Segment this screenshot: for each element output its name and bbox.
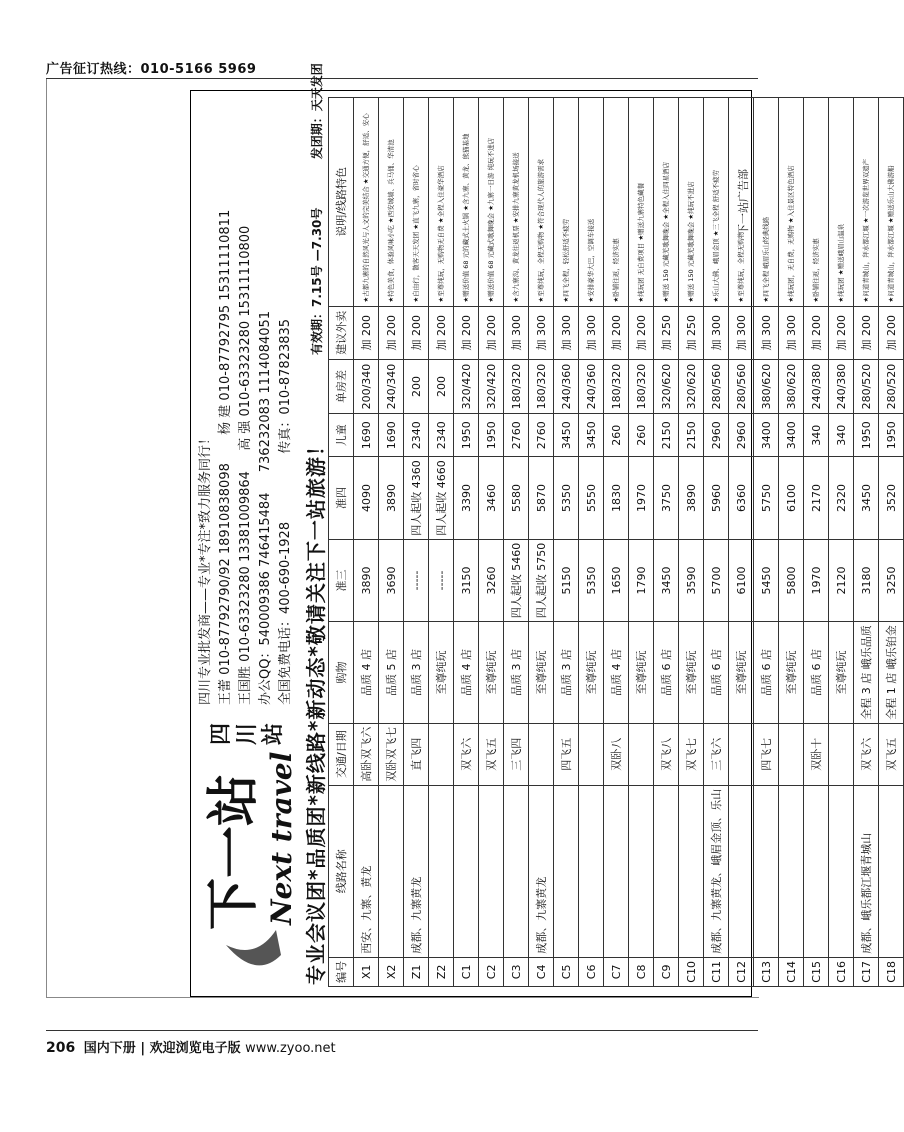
row-std3-price: ----- (404, 539, 429, 622)
row-transport-date: 四飞五 (554, 723, 579, 785)
row-shopping: 至尊纯玩 (829, 622, 854, 724)
row-route-name (804, 785, 829, 957)
contact-row-2 (236, 105, 256, 705)
row-std4-price: 5870 (529, 457, 554, 540)
row-child-price: 2760 (529, 414, 554, 457)
table-row (754, 98, 779, 987)
row-transport-date (629, 723, 654, 785)
row-no: C9 (654, 957, 679, 986)
page-number: 206 (46, 1040, 76, 1056)
row-transport-date (529, 723, 554, 785)
row-std4-price: 3460 (479, 457, 504, 540)
row-shopping: 全程 3 店 峨乐品质 (854, 622, 879, 724)
table-row (604, 98, 629, 987)
row-description: ★赠送价值 68 元的藏式土火锅 ★含九寨、黄龙、熊猫基地 (454, 98, 479, 307)
contact-yang-jian-name: 杨 建 (218, 404, 233, 435)
row-route-name (379, 785, 404, 957)
row-route-name (579, 785, 604, 957)
table-row (504, 98, 529, 987)
table-row (654, 98, 679, 987)
row-description: ★纯玩团 无自费项目 ★赠送九寨特色藏餐 (629, 98, 654, 307)
row-std3-price: 3260 (479, 539, 504, 622)
table-row (804, 98, 829, 987)
row-suggested-markup: 加 250 (679, 306, 704, 359)
row-single-supplement: 180/320 (629, 359, 654, 413)
row-no: C15 (804, 957, 829, 986)
row-route-name (629, 785, 654, 957)
contact-wang-lei-phones: 010-87792790/92 18910838098 (218, 463, 233, 675)
row-route-name: 成都、峨乐都江堰青城山 (854, 785, 879, 957)
row-transport-date: 双飞八 (654, 723, 679, 785)
row-std4-price: 5960 (704, 457, 729, 540)
row-single-supplement: 320/620 (654, 359, 679, 413)
row-single-supplement: 320/420 (454, 359, 479, 413)
row-description: ★卧铺往返，经济实惠 (604, 98, 629, 307)
contact-qq-2: 736232083 1114084051 (258, 310, 273, 473)
row-transport-date (429, 723, 454, 785)
contact-fax: 传真：010-87823835 (278, 318, 293, 454)
table-row (579, 98, 604, 987)
contact-free-hotline: 全国免费电话：400-690-1928 (278, 521, 293, 705)
row-std3-price: 1970 (804, 539, 829, 622)
row-transport-date: 双卧八 (604, 723, 629, 785)
validity-block (308, 63, 325, 355)
table-row (779, 98, 804, 987)
row-suggested-markup: 加 300 (704, 306, 729, 359)
row-no: X1 (354, 957, 379, 986)
row-shopping: 品质 6 店 (654, 622, 679, 724)
row-shopping: 至尊纯玩 (779, 622, 804, 724)
row-transport-date: 三飞四 (504, 723, 529, 785)
table-row (454, 98, 479, 987)
row-single-supplement: 240/340 (379, 359, 404, 413)
row-child-price: 3400 (779, 414, 804, 457)
row-std3-price: 3890 (354, 539, 379, 622)
row-shopping: 品质 6 店 (704, 622, 729, 724)
contact-slogan: 四川专业批发商——专业*专注*致力服务同行！ (198, 431, 213, 705)
row-transport-date: 双飞六 (454, 723, 479, 785)
row-std4-price: 2320 (829, 457, 854, 540)
row-route-name (429, 785, 454, 957)
contact-wang-lei-name: 王蕾 (218, 678, 233, 705)
contact-gao-qiang-phones: 010-63323280 15311110800 (238, 225, 253, 417)
contact-block (196, 105, 296, 705)
row-std4-price: 4090 (354, 457, 379, 540)
row-no: C1 (454, 957, 479, 986)
row-route-name: 西安、九寨、黄龙 (354, 785, 379, 957)
validity-period: 有效期：7.15号 —7.30号 (310, 207, 324, 355)
row-no: C2 (479, 957, 504, 986)
row-suggested-markup: 加 200 (429, 306, 454, 359)
row-description: ★卧铺往返，经济实惠 (804, 98, 829, 307)
row-std4-price: 5750 (754, 457, 779, 540)
row-suggested-markup: 加 200 (879, 306, 904, 359)
row-shopping: 品质 3 店 (404, 622, 429, 724)
row-description: ★赠送价值 68 元藏式歌舞晚会 ★九寨一日游 纯玩不进店 (479, 98, 504, 307)
row-no: C3 (504, 957, 529, 986)
row-route-name (504, 785, 529, 957)
row-child-price: 1950 (479, 414, 504, 457)
row-single-supplement: 240/360 (579, 359, 604, 413)
row-std4-price: 3450 (854, 457, 879, 540)
row-description: ★至尊纯玩，无购物无自费 ★全程入住豪华酒店 (429, 98, 454, 307)
row-shopping: 品质 3 店 (554, 622, 579, 724)
row-std4-price: 5350 (554, 457, 579, 540)
row-suggested-markup: 加 200 (629, 306, 654, 359)
header-description: 说明/线路特色 (329, 98, 354, 307)
row-std4-price: 3750 (654, 457, 679, 540)
row-suggested-markup: 加 200 (829, 306, 854, 359)
row-std4-price: 3520 (879, 457, 904, 540)
table-row (704, 98, 729, 987)
row-transport-date: 双飞五 (479, 723, 504, 785)
bottom-divider (46, 1030, 758, 1031)
row-description: ★赠送 150 元藏羌歌舞晚会 ★纯玩不进店 (679, 98, 704, 307)
rotated-ad-content (190, 63, 898, 995)
row-suggested-markup: 加 200 (479, 306, 504, 359)
row-std4-price: 3890 (679, 457, 704, 540)
row-description: ★纯玩团 ★赠送峨眉山温泉 (829, 98, 854, 307)
row-single-supplement: 180/320 (504, 359, 529, 413)
row-std4-price: 5580 (504, 457, 529, 540)
header-child: 儿童 (329, 414, 354, 457)
header-std4: 准四 (329, 457, 354, 540)
row-std3-price: 3180 (854, 539, 879, 622)
row-shopping: 品质 4 店 (454, 622, 479, 724)
row-transport-date (729, 723, 754, 785)
row-description: ★特色美食，体验风味小吃 ★西安城墙、兵马俑、华清池 (379, 98, 404, 307)
footer-slogan: 欢迎浏览电子版 (149, 1041, 241, 1056)
row-child-price: 2150 (654, 414, 679, 457)
row-std3-price: 1650 (604, 539, 629, 622)
row-suggested-markup: 加 300 (529, 306, 554, 359)
row-route-name (454, 785, 479, 957)
header-shopping: 购物 (329, 622, 354, 724)
table-row (429, 98, 454, 987)
row-shopping: 品质 3 店 (504, 622, 529, 724)
row-no: X2 (379, 957, 404, 986)
contact-qq: 办公QQ：540009386 746415484 (258, 492, 273, 705)
row-suggested-markup: 加 200 (454, 306, 479, 359)
row-transport-date (829, 723, 854, 785)
row-single-supplement: 280/560 (729, 359, 754, 413)
row-no: C14 (779, 957, 804, 986)
row-std4-price: 2170 (804, 457, 829, 540)
row-transport-date: 双卧十 (804, 723, 829, 785)
row-suggested-markup: 加 300 (554, 306, 579, 359)
table-row (404, 98, 429, 987)
row-single-supplement: 320/620 (679, 359, 704, 413)
row-route-name (604, 785, 629, 957)
row-std3-price: 5150 (554, 539, 579, 622)
promo-banner: 专业会议团*品质团*新线路*新动态*敬请关注下一站旅游！ (304, 435, 328, 985)
row-no: C18 (879, 957, 904, 986)
row-no: C4 (529, 957, 554, 986)
row-suggested-markup: 加 200 (804, 306, 829, 359)
row-route-name (754, 785, 779, 957)
row-child-price: 1950 (879, 414, 904, 457)
row-no: C8 (629, 957, 654, 986)
brand-english-logo: Next travel (265, 751, 298, 925)
row-no: C16 (829, 957, 854, 986)
row-std3-price: 3690 (379, 539, 404, 622)
row-shopping: 品质 4 店 (354, 622, 379, 724)
header-suggested-markup: 建议外卖 (329, 306, 354, 359)
contact-yang-jian-phones: 010-87792795 15311110811 (218, 209, 233, 401)
row-no: C17 (854, 957, 879, 986)
row-shopping: 品质 6 店 (804, 622, 829, 724)
row-suggested-markup: 加 200 (379, 306, 404, 359)
next-travel-logo (196, 751, 301, 985)
row-suggested-markup: 加 300 (504, 306, 529, 359)
row-std3-price: 1790 (629, 539, 654, 622)
row-no: C7 (604, 957, 629, 986)
table-row (854, 98, 879, 987)
row-child-price: 3450 (579, 414, 604, 457)
row-description: ★问道青城山，拜水都江堰 ★一次游览世界双遗产 (854, 98, 879, 307)
contact-row-1 (216, 105, 236, 705)
route-price-table (328, 97, 904, 987)
row-child-price: 1950 (454, 414, 479, 457)
row-std4-price: 6100 (779, 457, 804, 540)
row-description: ★赠送 150 元藏羌歌舞晚会 ★全程入住四星酒店 (654, 98, 679, 307)
row-std3-price: 3450 (654, 539, 679, 622)
table-row (829, 98, 854, 987)
row-single-supplement: 280/520 (879, 359, 904, 413)
row-single-supplement: 200 (429, 359, 454, 413)
contact-gao-qiang-name: 高 强 (238, 420, 253, 451)
row-route-name (554, 785, 579, 957)
row-child-price: 260 (629, 414, 654, 457)
row-single-supplement: 240/380 (804, 359, 829, 413)
row-transport-date: 四飞七 (754, 723, 779, 785)
row-shopping: 至尊纯玩 (529, 622, 554, 724)
row-route-name (879, 785, 904, 957)
row-std3-price: 5700 (704, 539, 729, 622)
row-description: ★含九寨沟、黄龙往返机票 ★安排九寨黄龙机场接送 (504, 98, 529, 307)
row-route-name (729, 785, 754, 957)
row-route-name (479, 785, 504, 957)
row-transport-date (779, 723, 804, 785)
row-child-price: 3400 (754, 414, 779, 457)
page-footer (46, 1037, 336, 1056)
row-child-price: 2340 (429, 414, 454, 457)
row-single-supplement: 380/620 (754, 359, 779, 413)
row-transport-date: 三飞六 (704, 723, 729, 785)
row-child-price: 2960 (729, 414, 754, 457)
row-transport-date (579, 723, 604, 785)
footer-section: 国内下册 (83, 1041, 136, 1056)
header-single-supplement: 单房差 (329, 359, 354, 413)
header-transport-date: 交通/日期 (329, 723, 354, 785)
row-std3-price: 5350 (579, 539, 604, 622)
row-description: ★乐山大佛、峨眉金顶 ★三飞全程 舒适不疲劳 (704, 98, 729, 307)
row-child-price: 340 (829, 414, 854, 457)
row-std3-price: 3590 (679, 539, 704, 622)
row-std4-price: 5550 (579, 457, 604, 540)
row-shopping: 至尊纯玩 (479, 622, 504, 724)
row-shopping: 至尊纯玩 (429, 622, 454, 724)
row-std3-price: 四人起收 5750 (529, 539, 554, 622)
row-transport-date: 高卧双飞六 (354, 723, 379, 785)
row-std4-price: 3390 (454, 457, 479, 540)
contact-row-4 (276, 105, 296, 705)
row-std4-price: 3890 (379, 457, 404, 540)
row-no: Z1 (404, 957, 429, 986)
header-std3: 准三 (329, 539, 354, 622)
row-single-supplement: 380/620 (779, 359, 804, 413)
row-shopping: 至尊纯玩 (679, 622, 704, 724)
row-single-supplement: 240/380 (829, 359, 854, 413)
row-suggested-markup: 加 300 (779, 306, 804, 359)
footer-url[interactable]: www.zyoo.net (245, 1041, 336, 1056)
row-shopping: 至尊纯玩 (579, 622, 604, 724)
row-shopping: 全程 1 店 峨乐铂金 (879, 622, 904, 724)
row-single-supplement: 180/320 (529, 359, 554, 413)
row-child-price: 3450 (554, 414, 579, 457)
row-transport-date: 双飞六 (854, 723, 879, 785)
row-transport-date: 直飞四 (404, 723, 429, 785)
row-std3-price: ----- (429, 539, 454, 622)
row-child-price: 1690 (354, 414, 379, 457)
contact-wang-guosheng-phones: 010-63323280 13381009864 (238, 471, 253, 662)
row-suggested-markup: 加 200 (604, 306, 629, 359)
row-single-supplement: 280/560 (704, 359, 729, 413)
row-suggested-markup: 加 300 (754, 306, 779, 359)
row-child-price: 2340 (404, 414, 429, 457)
row-description: ★四飞全程，轻松舒适不疲劳 (554, 98, 579, 307)
row-std3-price: 3150 (454, 539, 479, 622)
row-std3-price: 5800 (779, 539, 804, 622)
row-no: C13 (754, 957, 779, 986)
table-row (629, 98, 654, 987)
row-no: C6 (579, 957, 604, 986)
row-no: Z2 (429, 957, 454, 986)
row-child-price: 260 (604, 414, 629, 457)
row-description: ★自由行，散客天天发团 ★直飞九寨，省时省心 (404, 98, 429, 307)
row-description: ★至尊纯玩，全程无购物 (729, 98, 754, 307)
row-suggested-markup: 加 200 (854, 306, 879, 359)
row-std4-price: 1830 (604, 457, 629, 540)
row-std3-price: 5450 (754, 539, 779, 622)
row-std3-price: 2120 (829, 539, 854, 622)
row-description: ★四飞全程 峨眉乐山经典线路 (754, 98, 779, 307)
row-route-name: 成都、九寨黄龙 (529, 785, 554, 957)
row-no: C12 (729, 957, 754, 986)
row-shopping: 至尊纯玩 (629, 622, 654, 724)
row-single-supplement: 200 (404, 359, 429, 413)
table-row (679, 98, 704, 987)
row-child-price: 2150 (679, 414, 704, 457)
row-description: ★古都九寨的自然风光与人文的完美结合 ★交通方便，舒适、安心 (354, 98, 379, 307)
row-no: C10 (679, 957, 704, 986)
row-suggested-markup: 加 250 (654, 306, 679, 359)
table-row (354, 98, 379, 987)
ad-hotline: 广告征订热线：010-5166 5969 (46, 62, 257, 77)
row-description: ★安排豪华大巴，空调车接送 (579, 98, 604, 307)
contact-row-3 (256, 105, 276, 705)
row-suggested-markup: 加 200 (354, 306, 379, 359)
row-child-price: 2960 (704, 414, 729, 457)
row-single-supplement: 200/340 (354, 359, 379, 413)
station-label: 四川站 (208, 722, 286, 745)
next-station-ad-dept: 下一站广告部 (737, 169, 750, 235)
row-child-price: 1950 (854, 414, 879, 457)
departure-schedule: 发团期：天天发团 (310, 63, 324, 160)
row-single-supplement: 240/360 (554, 359, 579, 413)
footer-separator: | (140, 1041, 146, 1056)
brand-name-logo: 下一站 (203, 773, 264, 930)
row-single-supplement: 180/320 (604, 359, 629, 413)
row-no: C11 (704, 957, 729, 986)
row-shopping: 品质 4 店 (604, 622, 629, 724)
contact-wang-guosheng-name: 王国胜 (238, 665, 253, 705)
row-route-name (779, 785, 804, 957)
row-single-supplement: 320/420 (479, 359, 504, 413)
row-shopping: 品质 5 店 (379, 622, 404, 724)
row-child-price: 2760 (504, 414, 529, 457)
table-row (879, 98, 904, 987)
row-std4-price: 四人起收 4360 (404, 457, 429, 540)
table-row (379, 98, 404, 987)
table-header-row (329, 98, 354, 987)
row-no: C5 (554, 957, 579, 986)
row-std3-price: 四人起收 5460 (504, 539, 529, 622)
row-route-name (654, 785, 679, 957)
row-route-name (679, 785, 704, 957)
row-suggested-markup: 加 300 (729, 306, 754, 359)
row-std3-price: 6100 (729, 539, 754, 622)
row-transport-date: 双飞五 (879, 723, 904, 785)
table-row (554, 98, 579, 987)
header-route-name: 线路名称 (329, 785, 354, 957)
row-route-name: 成都、九寨黄龙 (404, 785, 429, 957)
header-no: 编号 (329, 957, 354, 986)
row-description: ★至尊纯玩，全程无购物 ★符合现代人的旅游需求 (529, 98, 554, 307)
row-shopping: 品质 6 店 (754, 622, 779, 724)
row-route-name (829, 785, 854, 957)
row-single-supplement: 280/520 (854, 359, 879, 413)
row-std4-price: 1970 (629, 457, 654, 540)
row-route-name: 成都、九寨黄龙、峨眉金顶、乐山 (704, 785, 729, 957)
row-transport-date: 双飞七 (679, 723, 704, 785)
row-description: ★问道青城山，拜水都江堰 ★赠送乐山大佛游船 (879, 98, 904, 307)
logo-swoosh-icon (226, 930, 281, 965)
row-shopping: 至尊纯玩 (729, 622, 754, 724)
row-suggested-markup: 加 300 (579, 306, 604, 359)
row-std4-price: 四人起收 4660 (429, 457, 454, 540)
row-description: ★纯玩团，无自费，无购物 ★入住景区特色酒店 (779, 98, 804, 307)
row-std4-price: 6360 (729, 457, 754, 540)
table-row (479, 98, 504, 987)
table-row (529, 98, 554, 987)
row-child-price: 1690 (379, 414, 404, 457)
row-suggested-markup: 加 200 (404, 306, 429, 359)
row-std3-price: 3250 (879, 539, 904, 622)
row-transport-date: 双卧双飞七 (379, 723, 404, 785)
row-child-price: 340 (804, 414, 829, 457)
